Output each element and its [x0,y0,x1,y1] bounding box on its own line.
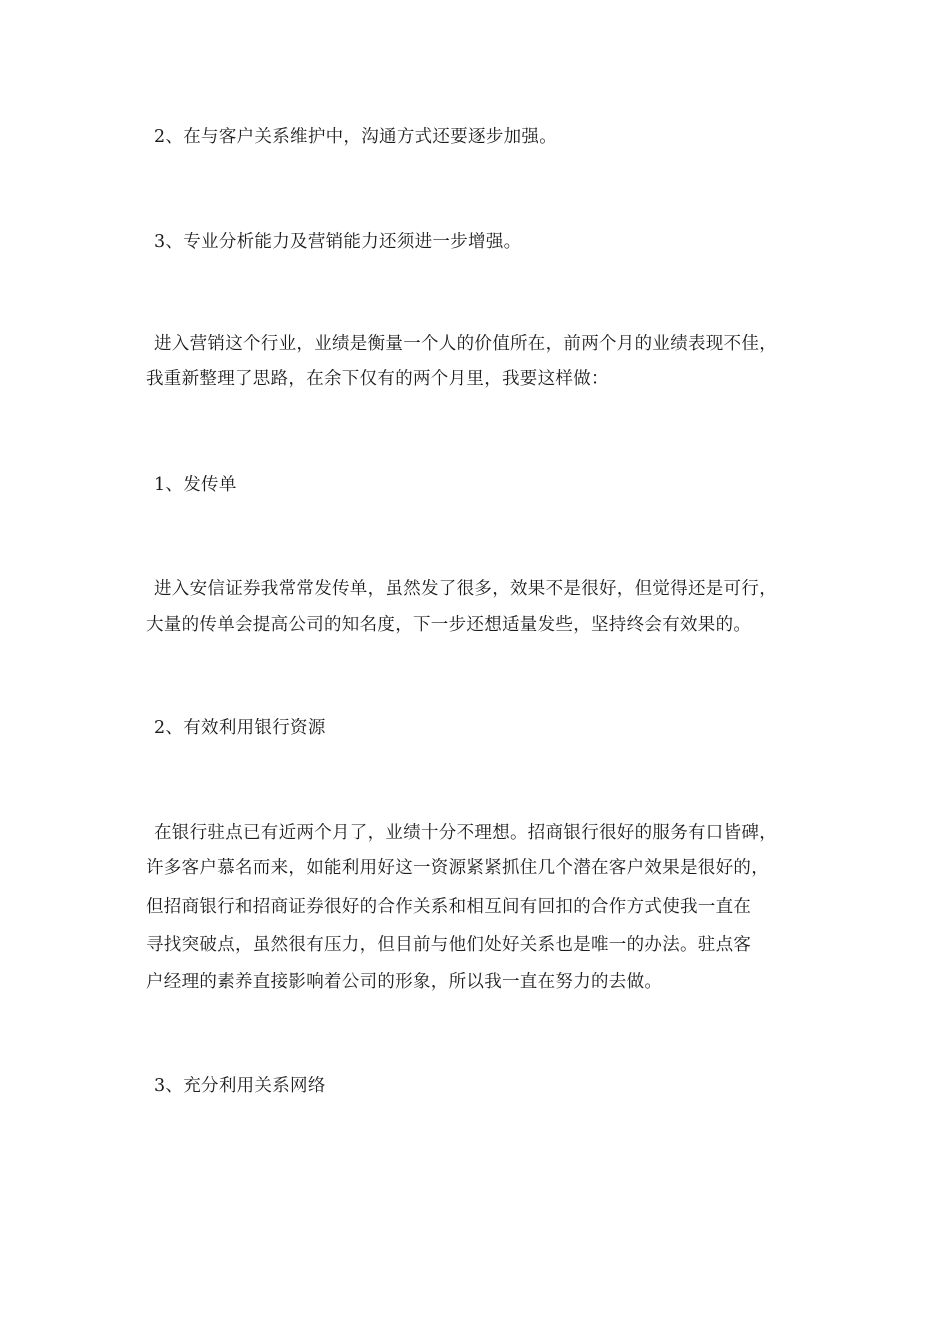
paragraph-bank-line-3: 但招商银行和招商证券很好的合作关系和相互间有回扣的合作方式使我一直在 [146,897,752,917]
paragraph-intro-line-1: 进入营销这个行业，业绩是衡量一个人的价值所在，前两个月的业绩表现不佳， [154,334,777,354]
list-item-communication: 2、在与客户关系维护中，沟通方式还要逐步加强。 [154,127,558,147]
paragraph-flyers-line-1: 进入安信证券我常常发传单，虽然发了很多，效果不是很好，但觉得还是可行， [154,579,777,599]
heading-bank-resources: 2、有效利用银行资源 [154,718,326,738]
paragraph-flyers-line-2: 大量的传单会提高公司的知名度，下一步还想适量发些，坚持终会有效果的。 [146,615,752,635]
heading-relationship-network: 3、充分利用关系网络 [154,1076,326,1096]
list-item-analysis-skills: 3、专业分析能力及营销能力还须进一步增强。 [154,232,522,252]
paragraph-intro-line-2: 我重新整理了思路，在余下仅有的两个月里，我要这样做： [146,369,609,389]
paragraph-bank-line-5: 户经理的素养直接影响着公司的形象，所以我一直在努力的去做。 [146,972,663,992]
paragraph-bank-line-2: 许多客户慕名而来，如能利用好这一资源紧紧抓住几个潜在客户效果是很好的， [146,858,769,878]
heading-distribute-flyers: 1、发传单 [154,475,237,495]
paragraph-bank-line-4: 寻找突破点，虽然很有压力，但目前与他们处好关系也是唯一的办法。驻点客 [146,935,752,955]
paragraph-bank-line-1: 在银行驻点已有近两个月了，业绩十分不理想。招商银行很好的服务有口皆碑， [154,823,777,843]
